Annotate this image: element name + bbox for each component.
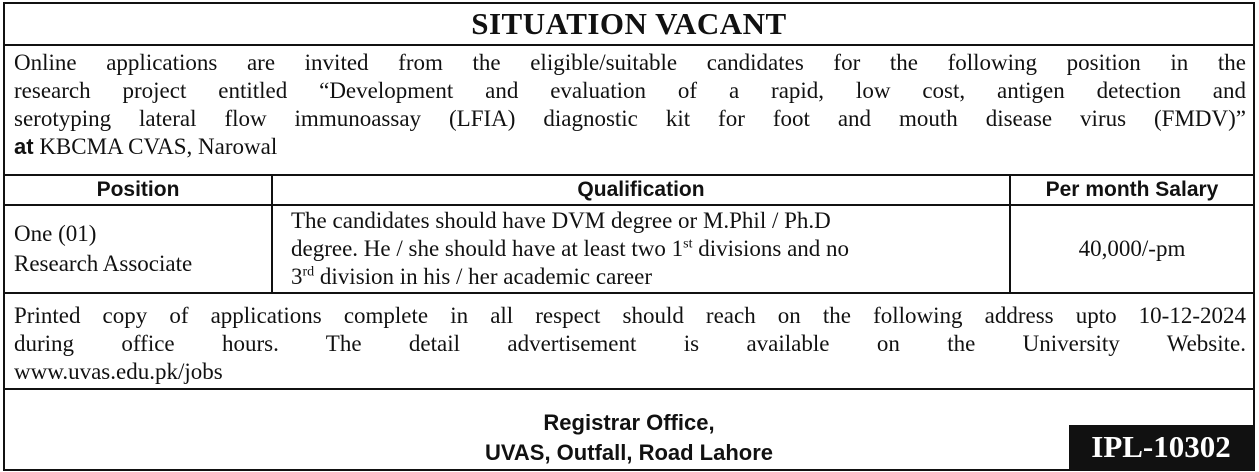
intro-location-line (14, 133, 1246, 161)
qualification-line: The candidates should have DVM degree or M.Phil / Ph.D (291, 208, 831, 233)
qualification-text: division in his / her academic career (314, 264, 653, 289)
signature-block (5, 408, 1253, 468)
footer-divider (5, 388, 1253, 390)
reference-badge: IPL-10302 (1069, 425, 1253, 469)
table-row (5, 205, 1253, 293)
header-position: Position (5, 175, 272, 205)
registrar-office: Registrar Office, (543, 410, 715, 435)
header-qualification: Qualification (272, 175, 1010, 205)
qualification-cell (272, 205, 1010, 293)
submission-instructions (14, 302, 1246, 386)
qualification-line (291, 263, 1009, 291)
header-salary: Per month Salary (1010, 175, 1253, 205)
table-header-row (5, 175, 1253, 205)
instruction-line: Printed copy of applications complete in all respect should reach on the following address upto 10-12-2024 (14, 303, 1246, 328)
intro-at: at (14, 134, 34, 159)
intro-line: serotyping lateral flow immunoassay (LFIA) diagnostic kit for foot and mouth disease virus (FMDV)” (14, 106, 1246, 131)
position-table (5, 174, 1253, 294)
title-divider (5, 44, 1253, 46)
qualification-text: divisions and no (692, 236, 850, 261)
intro-paragraph (14, 49, 1246, 161)
qualification-text: degree. He / she should have at least two 1 (291, 236, 684, 261)
website-link[interactable]: www.uvas.edu.pk/jobs (14, 359, 223, 384)
intro-place: KBCMA CVAS, Narowal (39, 134, 278, 159)
position-title: Research Associate (14, 251, 193, 276)
salary-cell: 40,000/-pm (1010, 205, 1253, 293)
position-cell (5, 205, 272, 293)
advertisement-frame (3, 2, 1255, 471)
ad-title: SITUATION VACANT (471, 6, 787, 41)
position-count: One (01) (14, 221, 97, 246)
intro-line: research project entitled “Development and evaluation of a rapid, low cost, antigen detection and (14, 78, 1246, 103)
instruction-line: during office hours. The detail advertisement is available on the University Website. (14, 331, 1246, 356)
university-address: UVAS, Outfall, Road Lahore (484, 440, 774, 465)
ordinal-suffix: st (683, 236, 693, 252)
intro-line: Online applications are invited from the eligible/suitable candidates for the following position in the (14, 50, 1246, 75)
ordinal-suffix: rd (302, 264, 315, 280)
qualification-line (291, 235, 1009, 263)
qualification-text: 3 (291, 264, 303, 289)
